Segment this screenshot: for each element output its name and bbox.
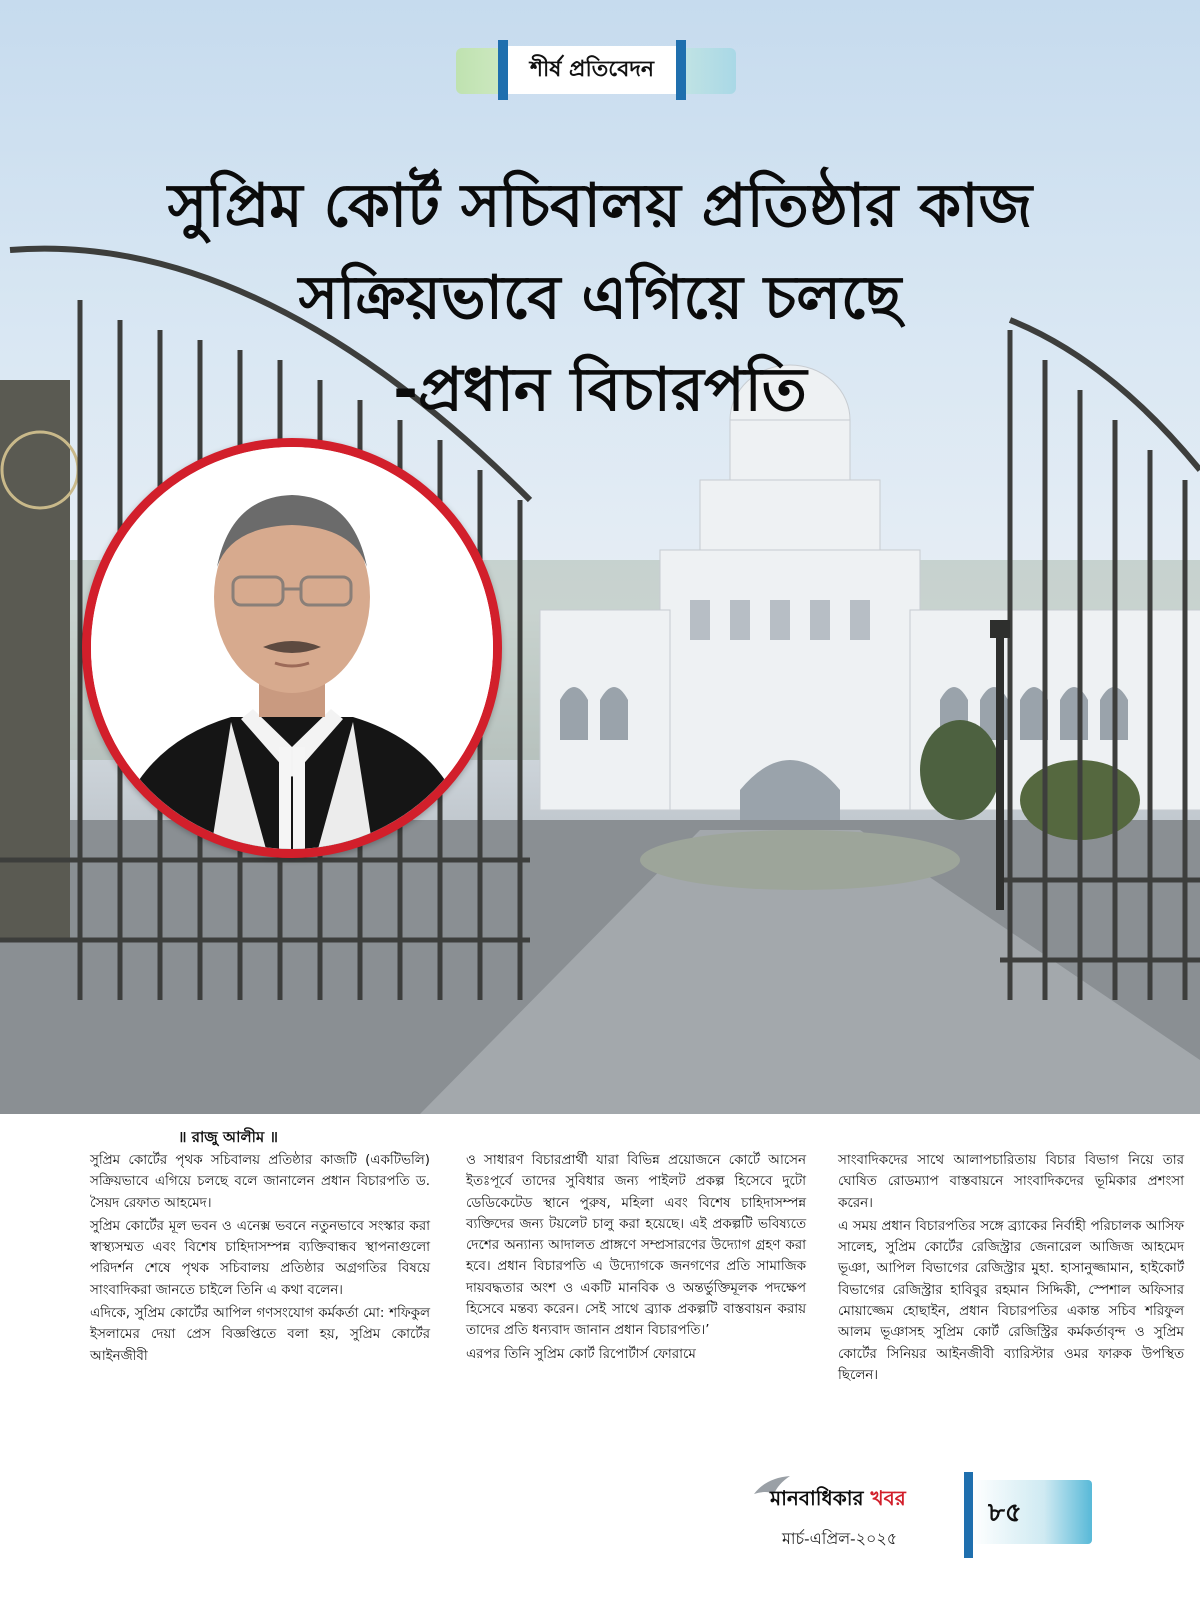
headline-line-1: সুপ্রিম কোর্ট সচিবালয় প্রতিষ্ঠার কাজ — [167, 171, 1033, 241]
section-tag-right-bar — [676, 40, 686, 100]
headline-line-2: সক্রিয়ভাবে এগিয়ে চলছে — [298, 263, 902, 333]
paragraph: এদিকে, সুপ্রিম কোর্টের আপিল গণসংযোগ কর্মকর্তা মো: শফিকুল ইসলামের দেয়া প্রেস বিজ্ঞপ্তিতে বলা হয়, সুপ্রিম কোর্টের আইনজীবী — [90, 1306, 430, 1364]
headline — [60, 160, 1140, 436]
paragraph: এ সময় প্রধান বিচারপতির সঙ্গে ব্র্যাকের নির্বাহী পরিচালক আসিফ সালেহ, সুপ্রিম কোর্টের রেজিস্ট্রার জেনারেল আজিজ আহমেদ ভূঞা, আপিল বিভাগের রেজিস্ট্রার মুহা. হাসানুজ্জামান, হাইকোর্ট বিভাগের রেজিস্ট্রার হাবিবুর রহমান সিদ্দিকী, স্পেশাল অফিসার মোয়াজ্জেম হোছাইন, প্রধান বিচারপতির একান্ত সচিব শরিফুল আলম ভূঞাসহ সুপ্রিম কোর্ট রেজিস্ট্রির কর্মকর্তাবৃন্দ ও সুপ্রিম কোর্টের সিনিয়র আইনজীবী ব্যারিস্টার ওমর ফারুক উপস্থিত ছিলেন। — [838, 1218, 1184, 1383]
section-tag-left-bar — [498, 40, 508, 100]
article-column-2 — [466, 1150, 806, 1367]
paragraph: সুপ্রিম কোর্টের পৃথক সচিবালয় প্রতিষ্ঠার কাজটি (একটিভলি) সক্রিয়ভাবে এগিয়ে চলছে বলে জানালেন প্রধান বিচারপতি ড. সৈয়দ রেফাত আহমেদ। — [90, 1153, 430, 1211]
section-tag-label: শীর্ষ প্রতিবেদন — [508, 46, 676, 94]
paragraph: ও সাধারণ বিচারপ্রার্থী যারা বিভিন্ন প্রয়োজনে কোর্টে আসেন ইতঃপূর্বে তাদের সুবিধার জন্য পাইলট প্রকল্প হিসেবে দুটো ডেডিকেটেড স্থানে পুরুষ, মহিলা এবং বিশেষ চাহিদাসম্পন্ন ব্যক্তিদের জন্য টয়লেট চালু করা হয়েছে। এই প্রকল্পটি ভবিষ্যতে দেশের অন্যান্য আদালত প্রাঙ্গণে সম্প্রসারণের উদ্যোগ গ্রহণ করা হবে। প্রধান বিচারপতি এ উদ্যোগকে জনগণের প্রতি সামাজিক দায়বদ্ধতার অংশ ও একটি মানবিক ও অন্তর্ভুক্তিমূলক পদক্ষেপ হিসেবে মন্তব্য করেন। সেই সাথে ব্র্যাক প্রকল্পটি বাস্তবায়ন করায় তাদের প্রতি ধন্যবাদ জানান প্রধান বিচারপতি।’ — [466, 1153, 806, 1339]
page-number-tab — [964, 1472, 1094, 1562]
byline: ॥ রাজু আলীম ॥ — [178, 1128, 278, 1146]
brand-main-text: মানবাধিকার — [770, 1486, 871, 1510]
page-tab-bar — [964, 1472, 973, 1558]
paragraph: সুপ্রিম কোর্টের মূল ভবন ও এনেক্স ভবনে নতুনভাবে সংস্কার করা স্বাস্থ্যসম্মত এবং বিশেষ চাহিদাসম্পন্ন ব্যক্তিবান্ধব স্থাপনাগুলো পরিদর্শন শেষে পৃথক সচিবালয় প্রতিষ্ঠার অগ্রগতির বিষয়ে সাংবাদিকরা জানতে চাইলে তিনি এ কথা বলেন। — [90, 1218, 430, 1298]
chief-justice-portrait — [82, 438, 502, 858]
article-column-3 — [838, 1150, 1184, 1388]
portrait-image — [91, 447, 493, 849]
paragraph: এরপর তিনি সুপ্রিম কোর্ট রিপোর্টার্স ফোরামে — [466, 1346, 696, 1362]
headline-line-3: -প্রধান বিচারপতি — [393, 355, 807, 425]
article-column-1 — [90, 1150, 430, 1369]
issue-date: মার্চ-এপ্রিল-২০২৫ — [782, 1529, 898, 1548]
brand-accent-text: খবর — [870, 1486, 906, 1510]
section-tag — [446, 40, 746, 100]
paragraph: সাংবাদিকদের সাথে আলাপচারিতায় বিচার বিভাগ নিয়ে তার ঘোষিত রোডম্যাপ বাস্তবায়নে সাংবাদিকদের ভূমিকার প্রশংসা করেন। — [838, 1153, 1184, 1211]
page-number: ৮৫ — [988, 1498, 1022, 1528]
magazine-brand — [770, 1484, 906, 1517]
